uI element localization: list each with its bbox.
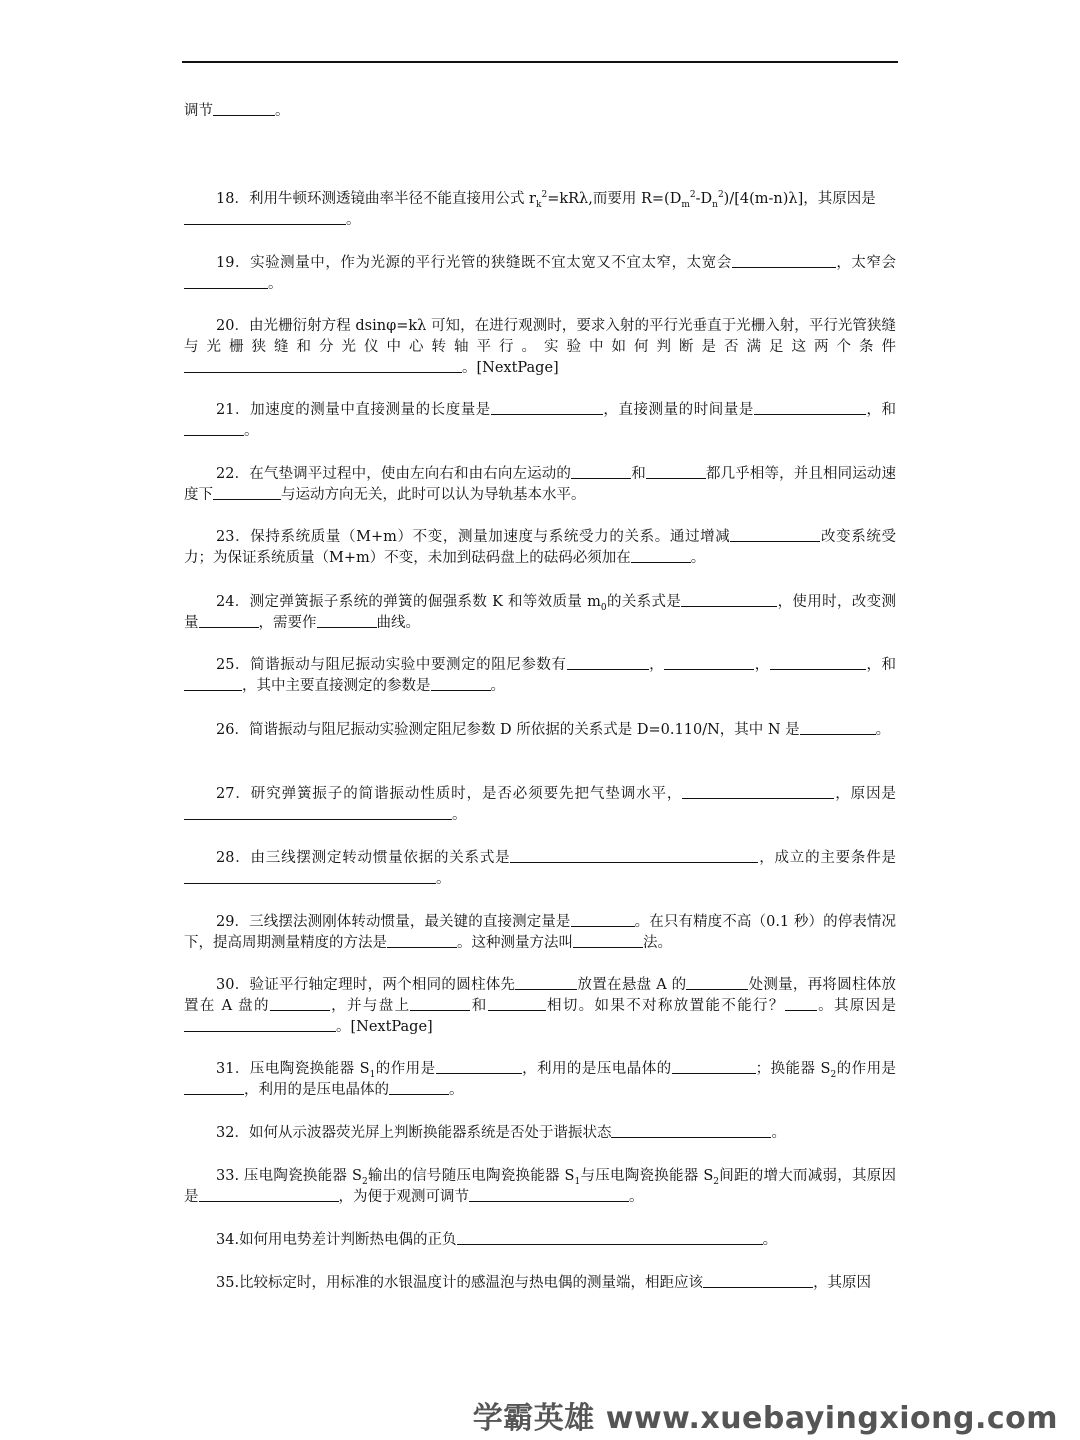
question-34: 34.如何用电势差计判断热电偶的正负 。 — [216, 1232, 778, 1248]
blank — [730, 527, 820, 542]
blank — [469, 1187, 629, 1202]
blank — [184, 1017, 336, 1032]
blank — [184, 676, 242, 691]
blank — [213, 485, 281, 500]
blank — [436, 1059, 522, 1074]
blank — [631, 548, 691, 563]
blank — [389, 1080, 449, 1095]
blank — [664, 655, 754, 670]
blank — [270, 996, 330, 1011]
watermark: 学霸英雄 www.xuebayingxiong.com — [472, 1401, 1058, 1436]
blank — [184, 805, 452, 820]
blank — [488, 996, 546, 1011]
blank — [317, 613, 377, 628]
question-29: 29．三线摆法测刚体转动惯量，最关键的直接测定量是 。在只有精度不高（0.1 秒）的停表情况下，提高周期测量精度的方法是 。这种测量方法叫 法。 — [184, 914, 897, 951]
blank — [611, 1123, 771, 1138]
blank — [770, 655, 866, 670]
blank — [184, 421, 244, 436]
blank — [213, 101, 275, 116]
header-rule — [182, 61, 898, 63]
blank — [703, 1273, 813, 1288]
blank — [184, 210, 346, 225]
question-33: 33. 压电陶瓷换能器 $S_2$输出的信号随压电陶瓷换能器 $S_1$与压电陶瓷换能器 $S_2$间距的增大而减弱，其原因是 ，为便于观测可调节 。 — [184, 1168, 897, 1205]
blank — [571, 912, 635, 927]
question-25: 25．简谐振动与阻尼振动实验中要测定的阻尼参数有 ， ， ，和，其中主要直接测定的参数是 。 — [184, 655, 896, 697]
blank — [184, 869, 436, 884]
blank — [785, 996, 817, 1011]
question-19: 19．实验测量中，作为光源的平行光管的狭缝既不宜太宽又不宜太窄，太宽会 ，太窄会。 — [184, 253, 896, 295]
blank — [567, 655, 649, 670]
question-30: 30．验证平行轴定理时，两个相同的圆柱体先 放置在悬盘 A 的 处测量，再将圆柱体放置在 A 盘的 ，并与盘上 和 相切。如果不对称放置能不能行？ 。其原因是。[NextPage] — [184, 977, 897, 1035]
question-26: 26．简谐振动与阻尼振动实验测定阻尼参数 D 所依据的关系式是 D=0.110/N，其中 N 是 。 — [216, 722, 891, 738]
question-31: 31．压电陶瓷换能器 $S_1$的作用是 ，利用的是压电晶体的 ；换能器 $S_2$的作用是，利用的是压电晶体的 。 — [184, 1059, 896, 1101]
question-20: 20．由光栅衍射方程 dsinφ=kλ 可知，在进行观测时，要求入射的平行光垂直于光栅入射，平行光管狭缝与光栅狭缝和分光仪中心转轴平行。实验中如何判断是否满足这两个条件。[NextPage] — [184, 318, 896, 376]
blank — [681, 592, 777, 607]
blank — [686, 975, 748, 990]
question-21: 21．加速度的测量中直接测量的长度量是 ，直接测量的时间量是 ，和。 — [184, 400, 896, 442]
question-35: 35.比较标定时，用标准的水银温度计的感温泡与热电偶的测量端，相距应该 ，其原因 — [216, 1275, 872, 1291]
blank — [387, 933, 457, 948]
blank — [571, 464, 631, 479]
question-28: 28．由三线摆测定转动惯量依据的关系式是 ，成立的主要条件是。 — [184, 848, 896, 890]
question-23: 23．保持系统质量（M+m）不变，测量加速度与系统受力的关系。通过增减 改变系统受力；为保证系统质量（M+m）不变，未加到砝码盘上的砝码必须加在 。 — [184, 529, 897, 566]
question-24: 24．测定弹簧振子系统的弹簧的倔强系数 K 和等效质量 $m_0$的关系式是 ，使用时，改变测量 ，需要作 曲线。 — [184, 594, 897, 631]
blank — [732, 253, 836, 268]
blank — [457, 1230, 763, 1245]
blank — [410, 996, 470, 1011]
blank — [800, 720, 876, 735]
blank — [184, 358, 462, 373]
blank — [199, 613, 259, 628]
question-32: 32．如何从示波器荧光屏上判断换能器系统是否处于谐振状态 。 — [216, 1125, 786, 1141]
question-18: 18．利用牛顿环测透镜曲率半径不能直接用公式 $r_k^2=kR\lambda$,而要用 $R=(D_m^2-D_n^2)/[4(m-n)\lambda]$，其原因是 。 — [184, 189, 896, 231]
blank — [672, 1059, 756, 1074]
blank — [491, 400, 603, 415]
question-17-tail: 调节 。 — [184, 103, 290, 119]
blank — [646, 464, 706, 479]
blank — [199, 1187, 339, 1202]
blank — [515, 975, 577, 990]
question-27: 27．研究弹簧振子的简谐振动性质时，是否必须要先把气垫调水平， ，原因是。 — [184, 784, 896, 826]
blank — [573, 933, 643, 948]
blank — [184, 274, 268, 289]
blank — [754, 400, 866, 415]
blank — [184, 1080, 244, 1095]
blank — [431, 676, 491, 691]
question-22: 22．在气垫调平过程中，使由左向右和由右向左运动的 和 都几乎相等，并且相同运动速度下 与运动方向无关，此时可以认为导轨基本水平。 — [184, 466, 897, 503]
blank — [682, 784, 834, 799]
blank — [510, 848, 758, 863]
